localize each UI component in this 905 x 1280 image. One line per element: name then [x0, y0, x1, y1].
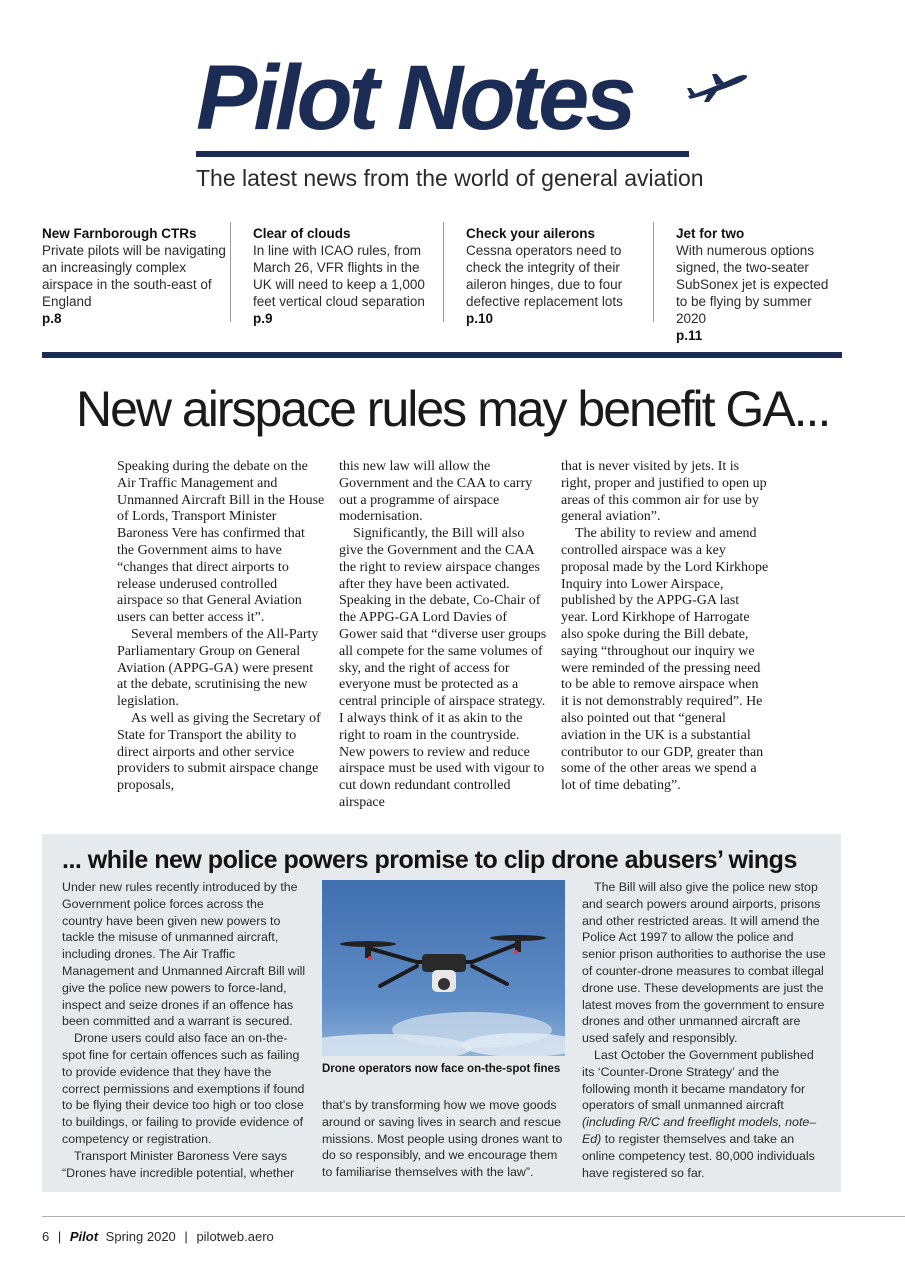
editor-note: (including R/C and freeflight models, note–Ed) [582, 1115, 817, 1146]
masthead-title: Pilot Notes [196, 47, 633, 149]
paragraph: that’s by transforming how we move goods around or saving lives in search and rescue missions. Most people using drones want to do so responsibly, and we encourage them to familiarise themselves with the law”. [322, 1098, 563, 1180]
teaser-heading: New Farnborough CTRs [42, 226, 197, 241]
paragraph-text: Last October the Government published its ‘Counter-Drone Strategy’ and the following month it became mandatory for operators of small unmanned aircraft [582, 1047, 814, 1113]
paragraph: As well as giving the Secretary of State for Transport the ability to direct airports and other service providers to submit airspace change proposals, [117, 710, 321, 794]
teaser-page: p.8 [42, 311, 62, 326]
footer-brand: Pilot [69, 1229, 99, 1244]
footer-separator: | [57, 1229, 62, 1244]
main-article-column-2 [339, 459, 547, 812]
paragraph [582, 1047, 826, 1181]
teaser-farnborough[interactable] [42, 225, 227, 327]
photo-caption: Drone operators now face on-the-spot fines [322, 1063, 561, 1075]
main-article-column-3 [561, 459, 769, 795]
drone-article-column-1 [62, 879, 306, 1181]
drone-headline: ... while new police powers promise to clip drone abusers’ wings [62, 846, 797, 874]
paragraph: Several members of the All-Party Parliamentary Group on General Aviation (APPG-GA) were present at the debate, scrutinising the new legislation. [117, 626, 319, 710]
plane-icon [686, 66, 748, 106]
footer-issue: Spring 2020 [105, 1229, 176, 1244]
paragraph: Drone users could also face an on-the-spot fine for certain offences such as failing to provide evidence that they have the correct permissions and exemptions if found to be flying their device too high or too close to buildings, or failing to provide evidence of competency or registration. [62, 1031, 305, 1146]
teaser-ailerons[interactable] [466, 225, 626, 327]
teaser-divider [653, 222, 654, 322]
teaser-clouds[interactable] [253, 225, 425, 327]
teaser-page: p.10 [466, 311, 494, 326]
paragraph: Speaking during the debate on the Air Traffic Management and Unmanned Aircraft Bill in the House of Lords, Transport Minister Baroness Vere has confirmed that the Government aims to have “changes that direct airports to release underused controlled airspace so that General Aviation users can better access it”. [117, 459, 325, 626]
section-rule [42, 352, 842, 358]
footer-rule [42, 1216, 905, 1217]
paragraph: Significantly, the Bill will also give the Government and the CAA the right to review airspace changes after they have been activated. Speaking in the debate, Co-Chair of the APPG-GA Lord Davies of Gower said that “diverse user groups all compete for the same volumes of sky, and the right of access for everyone must be protected as a central principle of airspace strategy. I always think of it as akin to the right to roam in the countryside. New powers to review and reduce airspace must be used with vigour to cut down redundant controlled airspace [339, 526, 547, 810]
paragraph: Transport Minister Baroness Vere says “Drones have incredible potential, whether [62, 1148, 295, 1180]
teaser-heading: Clear of clouds [253, 226, 351, 241]
teaser-divider [230, 222, 231, 322]
teaser-page: p.11 [676, 328, 703, 343]
teaser-text: With numerous options signed, the two-seater SubSonex jet is expected to be flying by summer 2020 [676, 243, 829, 326]
teaser-heading: Check your ailerons [466, 226, 596, 241]
footer [42, 1229, 274, 1244]
footer-separator: | [184, 1229, 188, 1244]
drone-article-column-2 [322, 1097, 568, 1181]
teaser-text: Cessna operators need to check the integrity of their aileron hinges, due to four defective replacement lots [466, 243, 623, 309]
page-number: 6 [42, 1229, 50, 1244]
paragraph: this new law will allow the Government and the CAA to carry out a programme of airspace modernisation. [339, 459, 533, 525]
teaser-text: In line with ICAO rules, from March 26, VFR flights in the UK will need to keep a 1,000 feet vertical cloud separation [253, 243, 425, 309]
teaser-divider [443, 222, 444, 322]
main-headline: New airspace rules may benefit GA... [76, 381, 830, 437]
masthead-tagline: The latest news from the world of general aviation [196, 165, 704, 191]
teaser-text: Private pilots will be navigating an increasingly complex airspace in the south-east of England [42, 243, 226, 309]
paragraph: that is never visited by jets. It is right, proper and justified to open up areas of this common air for use by general aviation”. [561, 459, 767, 525]
teaser-heading: Jet for two [676, 226, 745, 241]
drone-article-column-3 [582, 879, 826, 1181]
teaser-jet[interactable] [676, 225, 841, 344]
main-article-column-1 [117, 459, 325, 795]
paragraph-text: to register themselves and take an online competency test. 80,000 individuals have registered so far. [582, 1131, 815, 1180]
teaser-page: p.9 [253, 311, 273, 326]
paragraph: The Bill will also give the police new stop and search powers around airports, prisons and other restricted areas. It will amend the Police Act 1997 to allow the police and senior prison authorities to authorise the use of counter-drone measures to combat illegal drone use. These developments are just the latest moves from the government to ensure drones and other unmanned aircraft are used safely and responsibly. [582, 880, 826, 1046]
paragraph: Under new rules recently introduced by the Government police forces across the country have been given new powers to tackle the misuse of unmanned aircraft, including drones. The Air Traffic Management and Unmanned Aircraft Bill will give the police new powers to force-land, inspect and seize drones if an offence has been committed and a warrant is secured. [62, 880, 306, 1029]
drone-photo [322, 880, 565, 1056]
masthead-rule [196, 151, 689, 157]
paragraph: The ability to review and amend controlled airspace was a key proposal made by the Lord Kirkhope Inquiry into Lower Airspace, published by the APPG-GA last year. Lord Kirkhope of Harrogate also spoke during the Bill debate, saying “throughout our inquiry we were reminded of the pressing need to be able to remove airspace when it is not demonstrably required”. He also pointed out that “general aviation in the UK is a substantial contributor to our GDP, greater than some of the other areas we spend a lot of time debating”. [561, 526, 769, 794]
footer-website[interactable]: pilotweb.aero [196, 1229, 274, 1244]
